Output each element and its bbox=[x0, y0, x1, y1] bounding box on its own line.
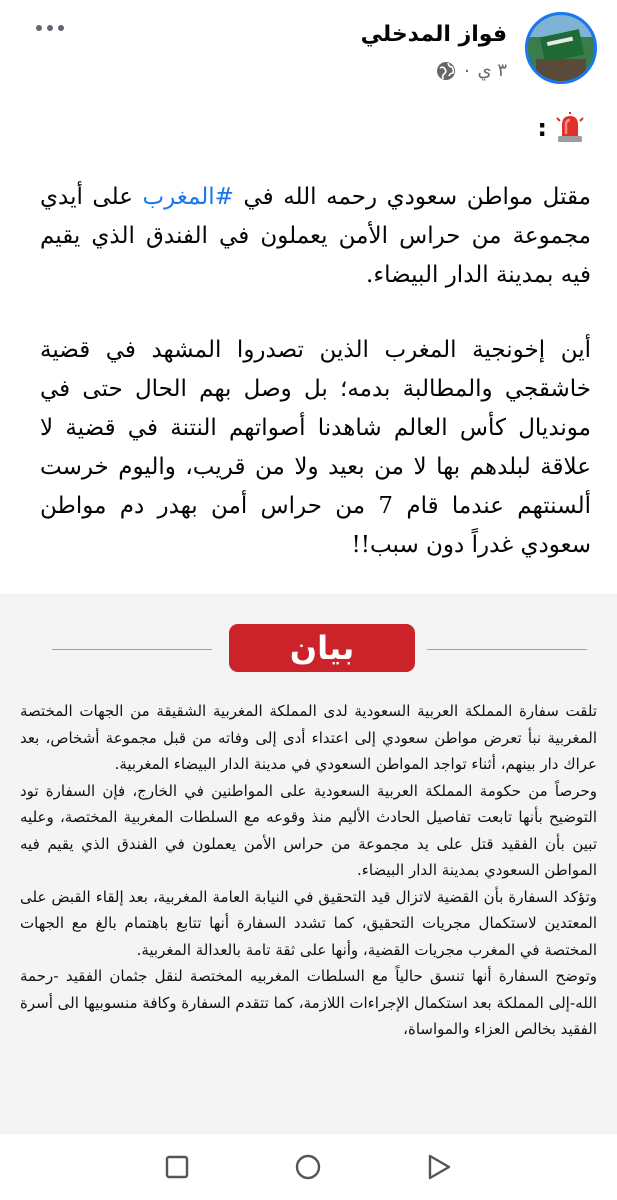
statement-image[interactable] bbox=[0, 594, 617, 1134]
globe-icon bbox=[436, 61, 456, 81]
statement-text bbox=[20, 698, 597, 1043]
post-paragraph-1: مقتل مواطن سعودي رحمه الله في #المغرب على أيدي مجموعة من حراس الأمن يعملون في الفندق الذي يقيم فيه بمدينة الدار البيضاء. bbox=[40, 184, 591, 288]
statement-paragraph: تلقت سفارة المملكة العربية السعودية لدى المملكة المغربية الشقيقة من الجهات المختصة المغربية نبأ تعرض مواطن سعودي إلى اعتداء أدى إلى وفاته من قبل مجموعة أشخاص، بعد عراك دار بينهم، أثناء تواجد المواطن السعودي في مدينة الدار البيضاء المغربية. bbox=[20, 702, 597, 773]
post-lead-colon: : bbox=[537, 114, 547, 142]
post-time[interactable]: ٣ ي ٠ bbox=[462, 60, 507, 81]
author-avatar[interactable] bbox=[525, 12, 597, 84]
hashtag-link[interactable]: #المغرب bbox=[142, 184, 234, 210]
back-icon[interactable] bbox=[425, 1153, 453, 1181]
post-header bbox=[0, 0, 617, 110]
statement-title-badge: بيان bbox=[229, 624, 415, 672]
post-paragraph-2: أين إخونجية المغرب الذين تصدروا المشهد في قضية خاشقجي والمطالبة بدمه؛ بل وصل بهم الحال حتى في مونديال كأس العالم شاهدنا أصواتهم النتنة في قضية لا علاقة لبلدهم بها لا من بعيد ولا من قريب، واليوم خرست ألسنتهم عندما قام 7 من حراس أمن بهدر دم مواطن سعودي غدراً دون سبب!! bbox=[40, 337, 591, 558]
post-lead bbox=[537, 112, 585, 144]
divider-left bbox=[52, 649, 212, 650]
avatar-image bbox=[528, 15, 594, 81]
system-nav-bar bbox=[0, 1134, 617, 1200]
recent-apps-icon[interactable] bbox=[163, 1153, 191, 1181]
divider-right bbox=[427, 649, 587, 650]
post-meta bbox=[436, 60, 507, 81]
post-body bbox=[40, 178, 591, 565]
home-icon[interactable] bbox=[294, 1153, 322, 1181]
siren-icon bbox=[555, 112, 585, 144]
statement-paragraph: وتؤكد السفارة بأن القضية لاتزال قيد التحقيق في النيابة العامة المغربية، بعد إلقاء القبض على المعتدين لاستكمال مجريات التحقيق، كما تشدد السفارة أنها تتابع باهتمام بالغ مع الجهات المختصة في المغرب مجريات القضية، وأنها على ثقة تامة بالعدالة المغربية. bbox=[20, 887, 597, 959]
statement-paragraph: وتوضح السفارة أنها تنسق حالياً مع السلطات المغربيه المختصة لنقل جثمان الفقيد -رحمة الله-إلى المملكة بعد استكمال الإجراءات اللازمة، كما تتقدم السفارة وكافة منسوبيها الى أسرة الفقيد بخالص العزاء والمواساة، bbox=[20, 967, 597, 1038]
statement-paragraph: وحرصاً من حكومة المملكة العربية السعودية على المواطنين في الخارج، فإن السفارة تود التوضيح بأنها تابعت تفاصيل الحادث الأليم منذ وقوعه مع السلطات المغربية المختصة، وعليه تبين بأن الفقيد قتل على يد مجموعة من حراس الأمن يعملون في الفندق الذي يقيم فيه المواطن السعودي بمدينة الدار البيضاء. bbox=[20, 781, 597, 879]
more-options-icon[interactable] bbox=[32, 16, 68, 40]
author-name[interactable]: فواز المدخلي bbox=[360, 22, 507, 47]
